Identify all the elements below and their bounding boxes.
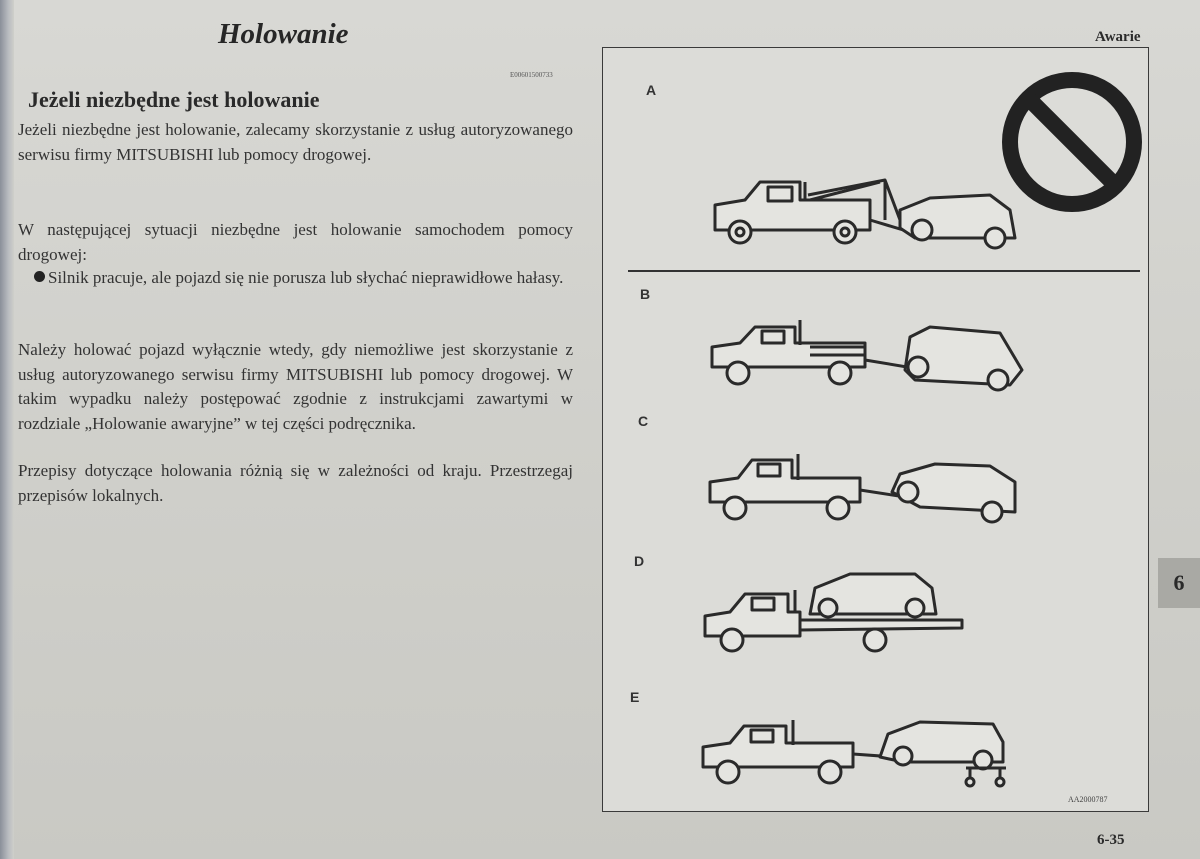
figure-divider [628,270,1140,272]
panel-d-illustration [700,568,970,658]
prohibited-icon [1010,80,1134,204]
paragraph-3: Należy holować pojazd wyłącznie wtedy, gdy niemożliwe jest skorzystanie z usług autoryzowanego serwisu firmy MITSUBISHI lub pomocy drogowej. W takim wypadku należy postępować zgodnie z instrukcjami zawartymi w rozdziale „Holowanie awaryjne” w tej części podręcznika. [18,340,573,433]
document-code: E00601500733 [510,71,553,79]
panel-e-illustration [698,712,1013,792]
paragraph-1: Jeżeli niezbędne jest holowanie, zalecamy skorzystanie z usług autoryzowanego serwisu firmy MITSUBISHI lub pomocy drogowej. [18,120,573,164]
panel-label-b: B [640,286,651,302]
bullet-icon [34,271,45,282]
paragraph-2: W następującej sytuacji niezbędne jest holowanie samochodem pomocy drogowej: [18,220,573,264]
chapter-header-label: Awarie [1095,29,1141,45]
panel-label-c: C [638,413,649,429]
bullet-text: Silnik pracuje, ale pojazd się nie porusza lub słychać nieprawidłowe hałasy. [48,268,564,287]
panel-c-illustration [700,452,1030,527]
paragraph-4: Przepisy dotyczące holowania różnią się w zależności od kraju. Przestrzegaj przepisów lokalnych. [18,461,573,505]
page-number: 6-35 [1097,832,1125,848]
panel-b-illustration [700,315,1040,395]
figure-code: AA2000787 [1068,795,1108,804]
panel-a-illustration [700,70,1150,260]
bullet-item [34,266,574,291]
section-title: Holowanie [218,18,349,50]
page-binding-edge [0,0,14,859]
panel-label-e: E [630,689,640,705]
panel-label-d: D [634,553,645,569]
panel-label-a: A [646,82,657,98]
subheading: Jeżeli niezbędne jest holowanie [28,87,320,112]
chapter-tab: 6 [1158,558,1200,608]
